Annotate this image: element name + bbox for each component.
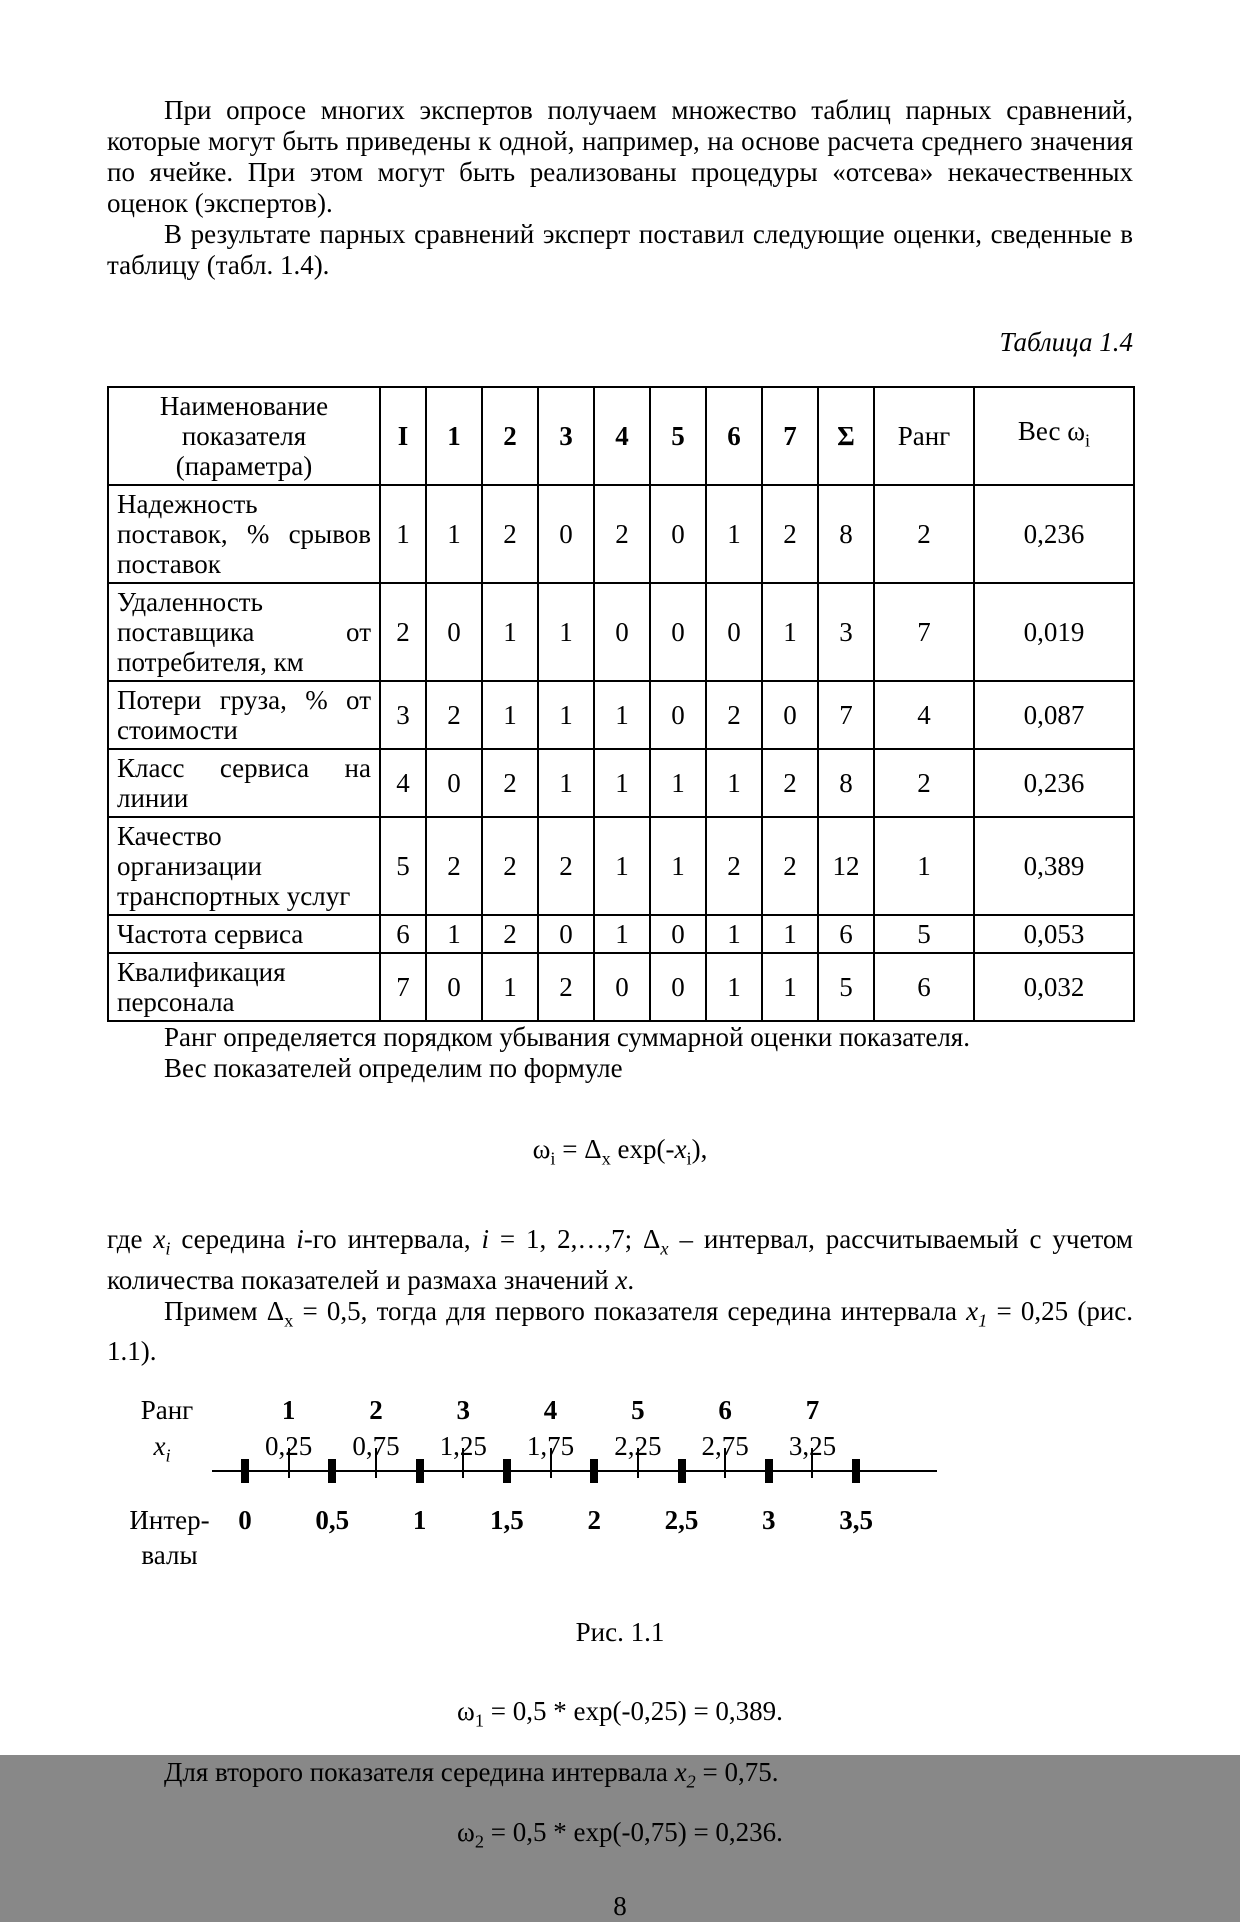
weight-formula [107, 1134, 1133, 1174]
interval-value: 3 [762, 1505, 776, 1536]
cell-score: 0 [426, 953, 482, 1021]
text-segment: x [153, 1224, 166, 1255]
major-tick-mark [503, 1459, 511, 1483]
cell-score: 2 [762, 749, 818, 817]
cell-score: 1 [762, 915, 818, 953]
cell-index: 6 [380, 915, 426, 953]
col-header-3 [538, 387, 594, 485]
axis-line [212, 1470, 937, 1472]
col-header-7 [762, 387, 818, 485]
cell-score: 2 [762, 817, 818, 915]
rank-value: 1 [281, 1395, 296, 1426]
cell-weight: 0,087 [974, 681, 1134, 749]
paragraph-intro: При опросе многих экспертов получаем множество таблиц парных сравнений, которые могут быть приведены к одной, например, на основе расчета среднего значения по ячейке. При этом могут быть реализованы процедуры «отсева» некачественных оценок (экспертов). [107, 95, 1133, 218]
text-segment: i [686, 1148, 692, 1169]
rank-value: 3 [456, 1395, 470, 1426]
cell-score: 1 [538, 583, 594, 681]
cell-weight: 0,236 [974, 749, 1134, 817]
cell-index: 4 [380, 749, 426, 817]
xi-axis-label [117, 1431, 207, 1471]
major-tick-mark [241, 1459, 249, 1483]
xi-value: 1,25 [439, 1431, 487, 1462]
rank-value: 4 [543, 1395, 558, 1426]
col-header-4 [594, 387, 650, 485]
interval-value: 0,5 [315, 1505, 350, 1536]
text-segment: i [481, 1224, 489, 1255]
text-segment: = 0,75. [695, 1756, 779, 1787]
cell-score: 0 [650, 953, 706, 1021]
cell-score: 1 [594, 817, 650, 915]
text-segment: x [674, 1756, 687, 1787]
table-caption: Таблица 1.4 [999, 327, 1133, 357]
table-row [108, 485, 1134, 583]
pairwise-comparison-table [107, 386, 1135, 1022]
cell-score: 2 [426, 681, 482, 749]
cell-sum: 7 [818, 681, 874, 749]
cell-score: 2 [762, 485, 818, 583]
cell-score: 1 [482, 681, 538, 749]
col-header-parameter-name [108, 387, 380, 485]
table-body [108, 485, 1134, 1021]
cell-index: 3 [380, 681, 426, 749]
figure-caption: Рис. 1.1 [575, 1617, 665, 1648]
cell-weight: 0,019 [974, 583, 1134, 681]
paragraph-weight-note: Вес показателей определим по формуле [164, 1053, 623, 1083]
table-row [108, 749, 1134, 817]
cell-index: 1 [380, 485, 426, 583]
col-header-1 [426, 387, 482, 485]
figure-numberline [107, 1393, 1133, 1581]
interval-value: 1,5 [490, 1505, 524, 1536]
cell-index: 7 [380, 953, 426, 1021]
col-header-sum [818, 387, 874, 485]
cell-sum: 8 [818, 749, 874, 817]
col-header-rank [874, 387, 974, 485]
text-segment: exp(- [610, 1134, 675, 1164]
text-segment: 4 [615, 421, 629, 451]
cell-score: 0 [594, 953, 650, 1021]
text-segment: Для второго показателя середина интервала [164, 1756, 675, 1787]
cell-score: 0 [650, 485, 706, 583]
major-tick-mark [328, 1459, 336, 1483]
cell-parameter-name: Класс сервиса на линии [108, 749, 380, 817]
paragraph-where [107, 1224, 1133, 1295]
cell-score: 0 [650, 915, 706, 953]
text-segment: 1 [978, 1310, 988, 1331]
major-tick-mark [590, 1459, 598, 1483]
cell-sum: 5 [818, 953, 874, 1021]
cell-score: 0 [594, 583, 650, 681]
cell-sum: 3 [818, 583, 874, 681]
cell-weight: 0,032 [974, 953, 1134, 1021]
cell-score: 2 [426, 817, 482, 915]
text-segment: 5 [671, 421, 685, 451]
cell-score: 0 [650, 681, 706, 749]
cell-score: 1 [426, 485, 482, 583]
cell-score: 1 [650, 817, 706, 915]
cell-sum: 12 [818, 817, 874, 915]
cell-score: 0 [706, 583, 762, 681]
rank-value: 6 [718, 1395, 732, 1426]
text-segment: 2 [686, 1770, 696, 1791]
text-segment: i [296, 1224, 304, 1255]
cell-score: 1 [762, 583, 818, 681]
text-segment: Наименование показателя (параметра) [159, 391, 329, 481]
col-header-2 [482, 387, 538, 485]
text-segment: Σ [837, 421, 855, 451]
text-segment: i [165, 1238, 171, 1259]
major-tick-mark [765, 1459, 773, 1483]
major-tick-mark [416, 1459, 424, 1483]
text-segment: x [284, 1310, 294, 1331]
cell-score: 1 [762, 953, 818, 1021]
paragraph-result: В результате парных сравнений эксперт поставил следующие оценки, сведенные в таблицу (табл. 1.4). [107, 219, 1133, 280]
cell-score: 2 [706, 681, 762, 749]
cell-score: 1 [594, 915, 650, 953]
cell-score: 1 [482, 953, 538, 1021]
cell-rank: 5 [874, 915, 974, 953]
text-segment: = Δ [555, 1134, 602, 1164]
major-tick-mark [678, 1459, 686, 1483]
text-segment: середина [170, 1224, 297, 1255]
text-segment: = 1, 2,…,7; Δ [488, 1224, 661, 1255]
cell-weight: 0,236 [974, 485, 1134, 583]
text-segment: ), [691, 1134, 708, 1164]
text-segment: i [550, 1148, 556, 1169]
cell-score: 0 [538, 915, 594, 953]
cell-score: 1 [706, 485, 762, 583]
text-segment: = 0,25 (рис. 1.1). [107, 1295, 1134, 1367]
interval-value: 0 [238, 1505, 252, 1536]
text-segment: I [397, 421, 409, 451]
paragraph-second-indicator [107, 1757, 1133, 1797]
text-segment: – интервал, рассчитываемый с учетом количества показателей и размаха значений [107, 1224, 1133, 1295]
text-segment: -го интервала, [303, 1224, 482, 1255]
cell-score: 2 [482, 817, 538, 915]
text-segment: ω [532, 1134, 551, 1164]
cell-weight: 0,389 [974, 817, 1134, 915]
text-segment: 3 [559, 421, 573, 451]
cell-parameter-name: Квалификация персонала [108, 953, 380, 1021]
cell-score: 1 [650, 749, 706, 817]
text-segment: Примем Δ [164, 1295, 285, 1326]
major-tick-mark [852, 1459, 860, 1483]
text-segment: = 0,5 * exp(-0,75) = 0,236. [484, 1816, 783, 1847]
text-segment: = 0,5, тогда для первого показателя середина интервала [293, 1295, 967, 1326]
omega2-formula [107, 1817, 1133, 1857]
text-segment: 7 [783, 421, 797, 451]
table-row [108, 681, 1134, 749]
text-segment: ω [457, 1816, 475, 1847]
text-segment: ω [457, 1696, 475, 1727]
cell-index: 5 [380, 817, 426, 915]
text-segment: 6 [727, 421, 741, 451]
cell-sum: 6 [818, 915, 874, 953]
text-segment: x [674, 1134, 687, 1164]
xi-value: 0,75 [352, 1431, 400, 1462]
cell-score: 2 [538, 817, 594, 915]
table-row [108, 817, 1134, 915]
cell-score: 1 [594, 681, 650, 749]
cell-score: 1 [538, 681, 594, 749]
rank-value: 5 [631, 1395, 645, 1426]
cell-rank: 2 [874, 749, 974, 817]
cell-rank: 6 [874, 953, 974, 1021]
rank-value: 2 [369, 1395, 383, 1426]
cell-parameter-name: Надежность поставок, % срывов поставок [108, 485, 380, 583]
text-segment: i [1085, 430, 1091, 451]
text-segment: 2 [503, 421, 517, 451]
paragraph-primem [107, 1296, 1133, 1367]
table-row [108, 583, 1134, 681]
text-segment: Вес ω [1017, 416, 1086, 447]
xi-value: 1,75 [526, 1431, 575, 1462]
table-row [108, 953, 1134, 1021]
cell-score: 1 [706, 749, 762, 817]
cell-weight: 0,053 [974, 915, 1134, 953]
cell-rank: 2 [874, 485, 974, 583]
cell-rank: 4 [874, 681, 974, 749]
interval-value: 1 [412, 1505, 427, 1536]
text-segment: x [660, 1238, 669, 1259]
text-segment: 1 [447, 421, 461, 451]
cell-parameter-name: Удаленность поставщика от потребителя, км [108, 583, 380, 681]
cell-score: 1 [538, 749, 594, 817]
cell-score: 2 [482, 485, 538, 583]
cell-index: 2 [380, 583, 426, 681]
xi-value: 3,25 [788, 1431, 837, 1462]
text-segment: i [165, 1445, 171, 1466]
text-segment: Ранг [897, 421, 951, 451]
cell-score: 2 [482, 915, 538, 953]
interval-value: 2,5 [664, 1505, 699, 1536]
text-segment: x [615, 1264, 628, 1295]
omega1-formula [107, 1696, 1133, 1736]
xi-value: 2,25 [614, 1431, 662, 1462]
rank-axis-label: Ранг [140, 1395, 194, 1426]
xi-value: 2,75 [701, 1431, 749, 1462]
cell-rank: 7 [874, 583, 974, 681]
cell-score: 1 [594, 749, 650, 817]
col-header-weight [974, 387, 1134, 485]
text-segment: 2 [474, 1831, 485, 1852]
interval-value: 3,5 [839, 1505, 873, 1536]
col-header-5 [650, 387, 706, 485]
cell-score: 0 [426, 749, 482, 817]
text-segment: 1 [474, 1710, 485, 1731]
col-header-6 [706, 387, 762, 485]
table-header-row [108, 387, 1134, 485]
cell-score: 1 [482, 583, 538, 681]
text-segment: . [627, 1264, 635, 1295]
paragraph-rank-note: Ранг определяется порядком убывания суммарной оценки показателя. [164, 1022, 970, 1052]
intervals-axis-label-line1: Интер- [129, 1505, 210, 1536]
interval-value: 2 [587, 1505, 601, 1536]
cell-score: 2 [706, 817, 762, 915]
cell-score: 0 [762, 681, 818, 749]
text-segment: = 0,5 * exp(-0,25) = 0,389. [484, 1696, 783, 1727]
cell-score: 2 [538, 953, 594, 1021]
cell-score: 0 [650, 583, 706, 681]
cell-score: 1 [426, 915, 482, 953]
cell-score: 1 [706, 953, 762, 1021]
cell-score: 0 [426, 583, 482, 681]
cell-rank: 1 [874, 817, 974, 915]
cell-parameter-name: Потери груза, % от стоимости [108, 681, 380, 749]
rank-value: 7 [805, 1395, 820, 1426]
text-segment: x [153, 1431, 166, 1462]
cell-score: 0 [538, 485, 594, 583]
intervals-axis-label-line2: валы [141, 1540, 198, 1571]
page-number: 8 [613, 1891, 627, 1922]
text-segment: x [601, 1148, 611, 1169]
table-row [108, 915, 1134, 953]
text-segment: где [107, 1224, 154, 1255]
cell-score: 2 [594, 485, 650, 583]
cell-score: 2 [482, 749, 538, 817]
cell-sum: 8 [818, 485, 874, 583]
col-header-index [380, 387, 426, 485]
cell-parameter-name: Качество организации транспортных услуг [108, 817, 380, 915]
cell-score: 1 [706, 915, 762, 953]
cell-parameter-name: Частота сервиса [108, 915, 380, 953]
text-segment: x [966, 1295, 979, 1326]
xi-value: 0,25 [265, 1431, 313, 1462]
